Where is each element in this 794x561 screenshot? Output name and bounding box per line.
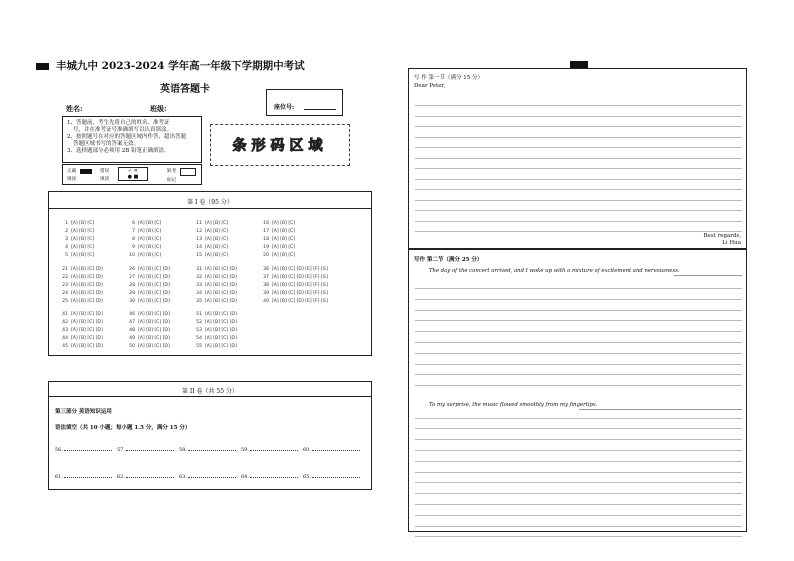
note-line: 答题区域书写的答案无效。: [73, 141, 140, 147]
blank-underline: [64, 450, 112, 451]
question-number: 7: [132, 229, 135, 234]
blank-number: 56.: [55, 447, 63, 453]
answer-options[interactable]: [A] [B] [C]: [205, 253, 229, 258]
question-row[interactable]: [126, 319, 170, 327]
question-row[interactable]: [260, 236, 295, 244]
question-number: 41: [62, 312, 68, 317]
writing-line: [415, 210, 742, 211]
writing-line: [415, 385, 742, 386]
note-line: 1、答题前，考生先将自己的姓名、准考证: [67, 120, 170, 126]
question-column: [59, 266, 103, 306]
blank-number: 65.: [303, 474, 311, 480]
question-number: 52: [196, 320, 202, 325]
blank-underline: [188, 450, 236, 451]
name-field[interactable]: [66, 104, 83, 114]
blank-underline: [64, 477, 112, 478]
answer-options[interactable]: [A] [B] [C] [D] [E] [F] [G]: [272, 283, 328, 288]
blank-underline: [126, 477, 174, 478]
question-row[interactable]: [126, 266, 170, 274]
question-number: 3: [65, 237, 68, 242]
question-row[interactable]: [260, 220, 295, 228]
legend-mark-label: 标记: [167, 178, 177, 183]
answer-options[interactable]: [A] [B] [C]: [272, 253, 296, 258]
note-line: 2、按照题号在对应的答题区域内作答，超出答题: [67, 134, 187, 140]
question-row[interactable]: [193, 319, 237, 327]
question-number: 51: [196, 312, 202, 317]
question-column: [126, 266, 170, 306]
blank-underline: [188, 477, 236, 478]
answer-options[interactable]: [A] [B] [C]: [205, 221, 229, 226]
answer-options[interactable]: [A] [B] [C]: [205, 229, 229, 234]
question-number: 48: [129, 328, 135, 333]
question-row[interactable]: [59, 274, 103, 282]
writing-line: [415, 461, 742, 462]
blank-field[interactable]: [303, 447, 360, 453]
question-column: [126, 311, 170, 351]
correct-fill-sample: [80, 169, 92, 174]
answer-options[interactable]: [A] [B] [C] [D]: [71, 328, 103, 333]
question-row[interactable]: [193, 327, 237, 335]
question-row[interactable]: [59, 335, 103, 343]
answer-options[interactable]: [A] [B] [C] [D]: [205, 328, 237, 333]
question-number: 45: [62, 344, 68, 349]
question-column: [260, 220, 295, 260]
question-row[interactable]: [126, 244, 161, 252]
question-row[interactable]: [59, 319, 103, 327]
question-row[interactable]: [126, 335, 170, 343]
writing-line: [415, 221, 742, 222]
part1-box: [48, 191, 372, 356]
question-number: 24: [62, 291, 68, 296]
question-row[interactable]: [193, 220, 228, 228]
seat-number-box[interactable]: [266, 89, 343, 116]
question-number: 21: [62, 267, 68, 272]
writing-line: [415, 439, 742, 440]
question-row[interactable]: [193, 343, 237, 351]
answer-options[interactable]: [A] [B] [C]: [71, 253, 95, 258]
question-row[interactable]: [59, 327, 103, 335]
question-row[interactable]: [59, 290, 103, 298]
question-number: 22: [62, 275, 68, 280]
writing-line: [415, 288, 742, 289]
writing-line: [415, 526, 742, 527]
answer-options[interactable]: [A] [B] [C] [D] [E] [F] [G]: [272, 275, 328, 280]
writing1-box: [408, 68, 747, 249]
question-row[interactable]: [260, 290, 328, 298]
question-row[interactable]: [260, 228, 295, 236]
question-number: 11: [196, 221, 202, 226]
barcode-area-label: 条形码区域: [232, 138, 328, 154]
answer-options[interactable]: [A] [B] [C]: [138, 253, 162, 258]
writing2-prompt1: [429, 268, 680, 274]
question-number: 35: [196, 299, 202, 304]
question-row[interactable]: [260, 244, 295, 252]
question-number: 28: [129, 283, 135, 288]
question-row[interactable]: [126, 327, 170, 335]
answer-options[interactable]: [A] [B] [C] [D]: [205, 336, 237, 341]
writing-line: [415, 428, 742, 429]
question-number: 42: [62, 320, 68, 325]
question-number: 13: [196, 237, 202, 242]
question-row[interactable]: [59, 266, 103, 274]
question-row[interactable]: [126, 274, 170, 282]
writing-line: [415, 504, 742, 505]
answer-options[interactable]: [A] [B] [C]: [71, 229, 95, 234]
writing-line: [415, 126, 742, 127]
blank-number: 63.: [179, 474, 187, 480]
writing-line: [415, 137, 742, 138]
question-number: 23: [62, 283, 68, 288]
question-row[interactable]: [59, 244, 94, 252]
note-line: 号，并在准考证号准确填写以认真填涂。: [73, 127, 173, 133]
writing-line: [415, 342, 742, 343]
part2-box: [48, 381, 372, 490]
writing2-prompt2-text: To my surprise, the music flowed smoothly from my fingertips.: [429, 402, 598, 408]
question-row[interactable]: [193, 335, 237, 343]
legend-wrong-label: 错误: [100, 169, 110, 174]
question-number: 18: [263, 237, 269, 242]
question-number: 44: [62, 336, 68, 341]
question-number: 29: [129, 291, 135, 296]
question-row[interactable]: [59, 298, 103, 306]
blank-field[interactable]: [55, 447, 112, 453]
writing-line: [415, 299, 742, 300]
question-row[interactable]: [59, 252, 94, 260]
question-number: 32: [196, 275, 202, 280]
answer-options[interactable]: [A] [B] [C] [D]: [138, 336, 170, 341]
writing-line: [415, 116, 742, 117]
writing-line: [415, 310, 742, 311]
answer-options[interactable]: [A] [B] [C] [D] [E] [F] [G]: [272, 291, 328, 296]
question-number: 25: [62, 299, 68, 304]
writing-line: [415, 418, 742, 419]
question-number: 54: [196, 336, 202, 341]
question-column: [260, 266, 328, 306]
question-number: 17: [263, 229, 269, 234]
writing-line: [415, 200, 742, 201]
question-row[interactable]: [126, 282, 170, 290]
answer-options[interactable]: [A] [B] [C]: [272, 245, 296, 250]
question-number: 38: [263, 283, 269, 288]
alignment-mark-right: [570, 61, 588, 68]
question-number: 39: [263, 291, 269, 296]
question-column: [59, 311, 103, 351]
question-row[interactable]: [193, 244, 228, 252]
blank-field[interactable]: [117, 474, 174, 480]
part2-instruction: 语法填空（共 10 小题；每小题 1.5 分，满分 15 分）: [55, 425, 191, 431]
answer-options[interactable]: [A] [B] [C]: [71, 237, 95, 242]
blank-number: 62.: [117, 474, 125, 480]
blank-field[interactable]: [241, 474, 298, 480]
answer-options[interactable]: [A] [B] [C]: [272, 221, 296, 226]
writing-line: [415, 231, 742, 232]
answer-options[interactable]: [A] [B] [C]: [138, 221, 162, 226]
answer-options[interactable]: [A] [B] [C]: [71, 245, 95, 250]
answer-options[interactable]: [A] [B] [C] [D]: [138, 344, 170, 349]
answer-options[interactable]: [A] [B] [C]: [272, 237, 296, 242]
question-number: 43: [62, 328, 68, 333]
answer-options[interactable]: [A] [B] [C]: [205, 237, 229, 242]
answer-options[interactable]: [A] [B] [C] [D]: [138, 312, 170, 317]
question-row[interactable]: [126, 290, 170, 298]
answer-options[interactable]: [A] [B] [C] [D]: [71, 275, 103, 280]
answer-options[interactable]: [A] [B] [C]: [205, 245, 229, 250]
answer-options[interactable]: [A] [B] [C] [D] [E] [F] [G]: [272, 299, 328, 304]
blank-underline: [250, 477, 298, 478]
part2-title-rule: [49, 396, 371, 397]
question-number: 16: [263, 221, 269, 226]
question-number: 47: [129, 320, 135, 325]
question-row[interactable]: [193, 298, 237, 306]
question-row[interactable]: [126, 343, 170, 351]
question-row[interactable]: [193, 228, 228, 236]
question-row[interactable]: [260, 274, 328, 282]
blank-underline: [250, 450, 298, 451]
class-label: 班级:: [150, 104, 167, 113]
legend-correct-label: 正确: [67, 169, 77, 174]
question-row[interactable]: [260, 282, 328, 290]
question-number: 2: [65, 229, 68, 234]
question-row[interactable]: [59, 220, 94, 228]
answer-options[interactable]: [A] [B] [C] [D]: [138, 320, 170, 325]
question-number: 12: [196, 229, 202, 234]
answer-options[interactable]: [A] [B] [C] [D]: [205, 344, 237, 349]
part2-title: 第 II 卷（共 55 分）: [181, 388, 238, 395]
legend-fill-label: 填涂: [67, 177, 77, 182]
legend-absent-label: 缺考: [167, 169, 177, 174]
alignment-mark-left: [36, 63, 49, 70]
writing-line: [415, 482, 742, 483]
question-row[interactable]: [126, 220, 161, 228]
answer-options[interactable]: [A] [B] [C]: [138, 229, 162, 234]
barcode-area: [210, 124, 350, 166]
question-number: 46: [129, 312, 135, 317]
question-number: 26: [129, 267, 135, 272]
question-number: 27: [129, 275, 135, 280]
question-row[interactable]: [59, 282, 103, 290]
legend-fill2-label: 填涂: [100, 177, 110, 182]
question-number: 8: [132, 237, 135, 242]
writing1-title: 写 作 第一节（满分 15 分）: [414, 75, 483, 81]
writing-line: [415, 450, 742, 451]
writing-line: [415, 515, 742, 516]
question-row[interactable]: [193, 282, 237, 290]
answer-options[interactable]: [A] [B] [C] [D]: [138, 275, 170, 280]
wrong-fill-samples: ✓ ✕ ● ■: [118, 167, 148, 181]
question-row[interactable]: [260, 298, 328, 306]
answer-options[interactable]: [A] [B] [C] [D]: [138, 291, 170, 296]
question-number: 50: [129, 344, 135, 349]
answer-options[interactable]: [A] [B] [C] [D]: [71, 267, 103, 272]
blank-underline: [312, 477, 360, 478]
writing2-title: 写作 第二节（满分 25 分）: [414, 257, 483, 263]
writing-line: [415, 364, 742, 365]
question-row[interactable]: [126, 311, 170, 319]
question-row[interactable]: [59, 228, 94, 236]
question-number: 49: [129, 336, 135, 341]
question-number: 1: [65, 221, 68, 226]
answer-options[interactable]: [A] [B] [C] [D]: [138, 299, 170, 304]
answer-options[interactable]: [A] [B] [C]: [71, 221, 95, 226]
answer-options[interactable]: [A] [B] [C] [D]: [205, 283, 237, 288]
answer-options[interactable]: [A] [B] [C] [D]: [205, 275, 237, 280]
exam-title: 丰城九中 2023-2024 学年高一年级下学期期中考试: [56, 60, 305, 72]
writing-line: [415, 189, 742, 190]
question-row[interactable]: [193, 290, 237, 298]
answer-options[interactable]: [A] [B] [C] [D]: [205, 291, 237, 296]
answer-options[interactable]: [A] [B] [C]: [138, 245, 162, 250]
question-column: [126, 220, 161, 260]
seat-underline: [304, 109, 336, 110]
question-number: 14: [196, 245, 202, 250]
question-row[interactable]: [260, 266, 328, 274]
answer-options[interactable]: [A] [B] [C] [D]: [71, 291, 103, 296]
writing2-box: [408, 249, 747, 532]
question-number: 33: [196, 283, 202, 288]
writing-line: [415, 320, 742, 321]
question-column: [193, 266, 237, 306]
question-number: 55: [196, 344, 202, 349]
question-row[interactable]: [59, 236, 94, 244]
answer-options[interactable]: [A] [B] [C] [D]: [205, 312, 237, 317]
name-label: 姓名:: [66, 104, 83, 113]
question-number: 37: [263, 275, 269, 280]
answer-options[interactable]: [A] [B] [C] [D]: [138, 283, 170, 288]
question-number: 53: [196, 328, 202, 333]
question-row[interactable]: [126, 228, 161, 236]
class-field[interactable]: [150, 104, 167, 114]
question-number: 10: [129, 253, 135, 258]
question-number: 19: [263, 245, 269, 250]
blank-field[interactable]: [241, 447, 298, 453]
blank-underline: [126, 450, 174, 451]
answer-options[interactable]: [A] [B] [C] [D]: [71, 299, 103, 304]
seat-label: 座位号:: [274, 104, 295, 111]
writing1-signature: Li Hua: [722, 240, 741, 246]
blank-field[interactable]: [179, 474, 236, 480]
writing2-prompt2-underline: [579, 409, 742, 410]
answer-options[interactable]: [A] [B] [C] [D]: [138, 267, 170, 272]
blank-number: 64.: [241, 474, 249, 480]
answer-options[interactable]: [A] [B] [C] [D]: [71, 283, 103, 288]
question-number: 31: [196, 267, 202, 272]
answer-options[interactable]: [A] [B] [C] [D]: [71, 312, 103, 317]
question-number: 40: [263, 299, 269, 304]
blank-number: 58.: [179, 447, 187, 453]
writing-line: [415, 179, 742, 180]
blank-number: 61.: [55, 474, 63, 480]
part1-title: 第 I 卷（95 分）: [187, 199, 233, 206]
notes-box: [62, 116, 202, 163]
question-row[interactable]: [59, 311, 103, 319]
absent-checkbox[interactable]: [180, 168, 196, 176]
answer-options[interactable]: [A] [B] [C] [D]: [71, 336, 103, 341]
blank-number: 59.: [241, 447, 249, 453]
answer-options[interactable]: [A] [B] [C]: [138, 237, 162, 242]
question-number: 15: [196, 253, 202, 258]
question-row[interactable]: [126, 298, 170, 306]
blank-underline: [312, 450, 360, 451]
question-number: 20: [263, 253, 269, 258]
writing-line: [415, 147, 742, 148]
question-row[interactable]: [193, 311, 237, 319]
writing1-greeting: Dear Peter,: [414, 83, 446, 89]
writing1-closing: Best regards,: [703, 233, 741, 239]
writing-line: [415, 331, 742, 332]
blank-number: 57.: [117, 447, 125, 453]
question-number: 36: [263, 267, 269, 272]
writing-line: [415, 353, 742, 354]
writing2-prompt2: [429, 402, 597, 408]
writing-line: [415, 472, 742, 473]
question-number: 30: [129, 299, 135, 304]
answer-sheet-title: 英语答题卡: [160, 84, 210, 95]
question-number: 4: [65, 245, 68, 250]
writing2-prompt1-underline: [674, 275, 742, 276]
answer-options[interactable]: [A] [B] [C] [D]: [205, 299, 237, 304]
question-number: 6: [132, 221, 135, 226]
writing-line: [415, 536, 742, 537]
question-row[interactable]: [193, 266, 237, 274]
question-number: 9: [132, 245, 135, 250]
blank-field[interactable]: [303, 474, 360, 480]
answer-options[interactable]: [A] [B] [C] [D]: [71, 320, 103, 325]
question-row[interactable]: [126, 236, 161, 244]
answer-options[interactable]: [A] [B] [C] [D]: [205, 320, 237, 325]
question-row[interactable]: [193, 274, 237, 282]
question-row[interactable]: [260, 252, 295, 260]
question-number: 34: [196, 291, 202, 296]
blank-number: 60.: [303, 447, 311, 453]
writing-line: [415, 158, 742, 159]
writing-line: [415, 168, 742, 169]
part2-section: 第三部分 英语知识运用: [55, 409, 112, 415]
writing-line: [415, 493, 742, 494]
question-row[interactable]: [193, 252, 228, 260]
question-column: [193, 220, 228, 260]
answer-options[interactable]: [A] [B] [C] [D] [E] [F] [G]: [272, 267, 328, 272]
question-row[interactable]: [59, 343, 103, 351]
question-row[interactable]: [193, 236, 228, 244]
question-row[interactable]: [126, 252, 161, 260]
note-line: 3、选择题部分必须用 2B 铅笔正确填涂。: [67, 148, 170, 154]
blank-field[interactable]: [55, 474, 112, 480]
writing-line: [415, 105, 742, 106]
question-column: [193, 311, 237, 351]
writing-line: [415, 374, 742, 375]
answer-options[interactable]: [A] [B] [C] [D]: [205, 267, 237, 272]
blank-field[interactable]: [117, 447, 174, 453]
writing2-prompt1-text: The day of the concert arrived, and I woke up with a mixture of excitement and nervousness.: [429, 268, 680, 274]
answer-options[interactable]: [A] [B] [C] [D]: [71, 344, 103, 349]
part1-title-rule: [49, 208, 371, 209]
fill-legend-box: [62, 164, 202, 185]
blank-field[interactable]: [179, 447, 236, 453]
answer-options[interactable]: [A] [B] [C]: [272, 229, 296, 234]
question-number: 5: [65, 253, 68, 258]
question-column: [59, 220, 94, 260]
answer-options[interactable]: [A] [B] [C] [D]: [138, 328, 170, 333]
